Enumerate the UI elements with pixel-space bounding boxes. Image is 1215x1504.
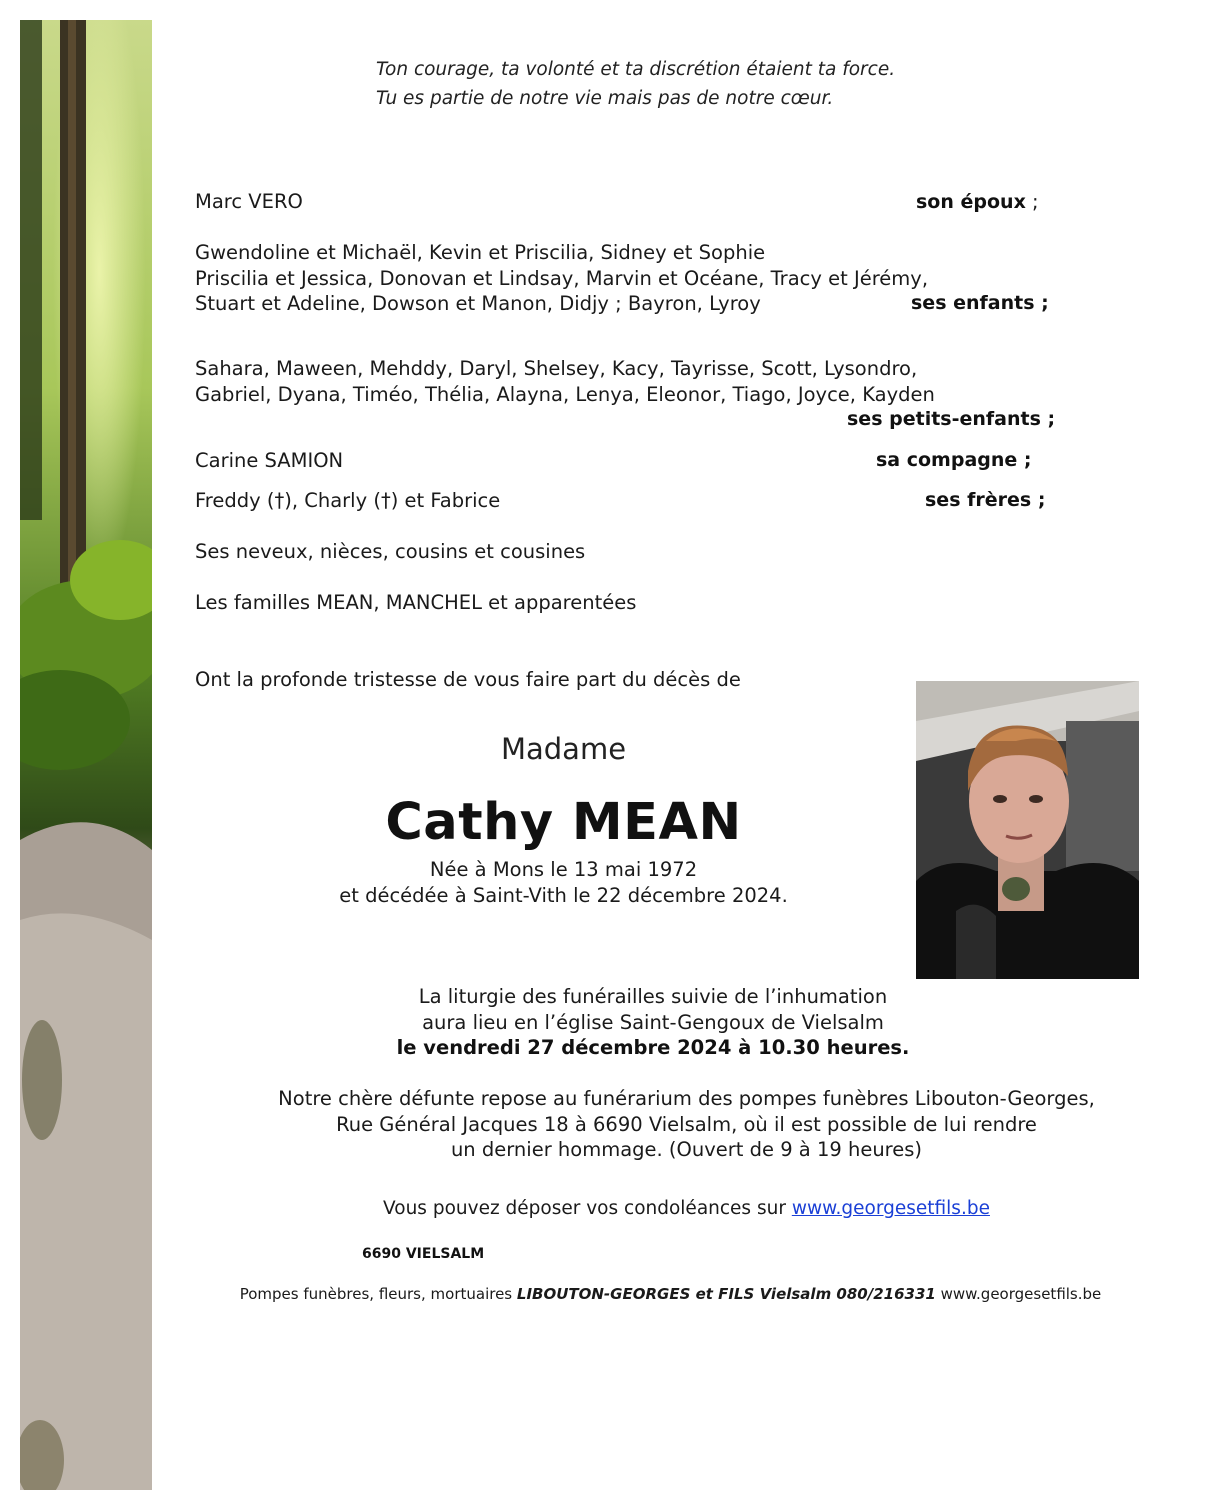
spouse-name: Marc VERO	[195, 190, 303, 213]
funeral-home-block	[0, 1086, 1215, 1163]
deceased-photo	[916, 681, 1139, 979]
epitaph-quote	[376, 55, 895, 113]
children-line-2: Priscilia et Jessica, Donovan et Lindsay, Marvin et Océane, Tracy et Jérémy,	[195, 266, 929, 290]
grandchildren-line-2: Gabriel, Dyana, Timéo, Thélia, Alayna, Lenya, Eleonor, Tiago, Joyce, Kayden	[195, 382, 935, 406]
grandchildren-names	[195, 356, 935, 407]
city-label: 6690 VIELSALM	[362, 1246, 485, 1262]
condolences-link[interactable]: www.georgesetfils.be	[791, 1198, 990, 1219]
condolences-text: Vous pouvez déposer vos condoléances sur	[383, 1198, 792, 1219]
grandchildren-role: ses petits-enfants ;	[847, 408, 1056, 430]
liturgy-line-2: aura lieu en l’église Saint-Gengoux de Vielsalm	[422, 1010, 884, 1034]
spouse-role	[916, 189, 1039, 216]
liturgy-block	[0, 984, 1215, 1061]
rest-line-2: Rue Général Jacques 18 à 6690 Vielsalm, où il est possible de lui rendre	[336, 1112, 1037, 1136]
spouse-role-punct: ;	[1025, 190, 1039, 213]
condolences-line	[0, 1198, 1215, 1219]
grandchildren-line-1: Sahara, Maween, Mehddy, Daryl, Shelsey, Kacy, Tayrisse, Scott, Lysondro,	[195, 357, 918, 380]
death-line: et décédée à Saint-Vith le 22 décembre 2024.	[339, 883, 788, 907]
rest-line-1: Notre chère défunte repose au funérarium des pompes funèbres Libouton-Georges,	[278, 1087, 1095, 1110]
announcement: Ont la profonde tristesse de vous faire part du décès de	[195, 668, 741, 691]
spouse-role-label: son époux	[916, 191, 1026, 213]
children-line-1: Gwendoline et Michaël, Kevin et Priscilia, Sidney et Sophie	[195, 241, 766, 264]
deceased-title: Madame	[500, 732, 627, 766]
children-role: ses enfants ;	[911, 292, 1049, 314]
liturgy-line-1: La liturgie des funérailles suivie de l’inhumation	[418, 985, 888, 1008]
rest-line-3: un dernier hommage. (Ouvert de 9 à 19 heures)	[450, 1138, 923, 1161]
footer	[0, 1285, 1215, 1303]
children-names	[195, 240, 928, 317]
quote-line-1: Ton courage, ta volonté et ta discrétion étaient ta force.	[376, 59, 896, 80]
relatives-line: Ses neveux, nièces, cousins et cousines	[195, 540, 586, 563]
deceased-name: Cathy MEAN	[385, 793, 742, 852]
footer-prefix: Pompes funèbres, fleurs, mortuaires	[239, 1285, 517, 1303]
brothers-names: Freddy (†), Charly (†) et Fabrice	[195, 489, 501, 512]
brothers-role: ses frères ;	[925, 489, 1046, 511]
birth-line: Née à Mons le 13 mai 1972	[429, 858, 698, 881]
partner-role: sa compagne ;	[876, 449, 1032, 471]
families-line: Les familles MEAN, MANCHEL et apparentées	[195, 591, 637, 614]
footer-website: www.georgesetfils.be	[935, 1285, 1102, 1303]
footer-company: LIBOUTON-GEORGES et FILS Vielsalm 080/216331	[516, 1285, 936, 1303]
partner-name: Carine SAMION	[195, 449, 344, 472]
children-line-3: Stuart et Adeline, Dowson et Manon, Didjy ; Bayron, Lyroy	[195, 292, 761, 315]
quote-line-2: Tu es partie de notre vie mais pas de notre cœur.	[376, 88, 834, 109]
liturgy-datetime: le vendredi 27 décembre 2024 à 10.30 heures.	[396, 1036, 910, 1059]
